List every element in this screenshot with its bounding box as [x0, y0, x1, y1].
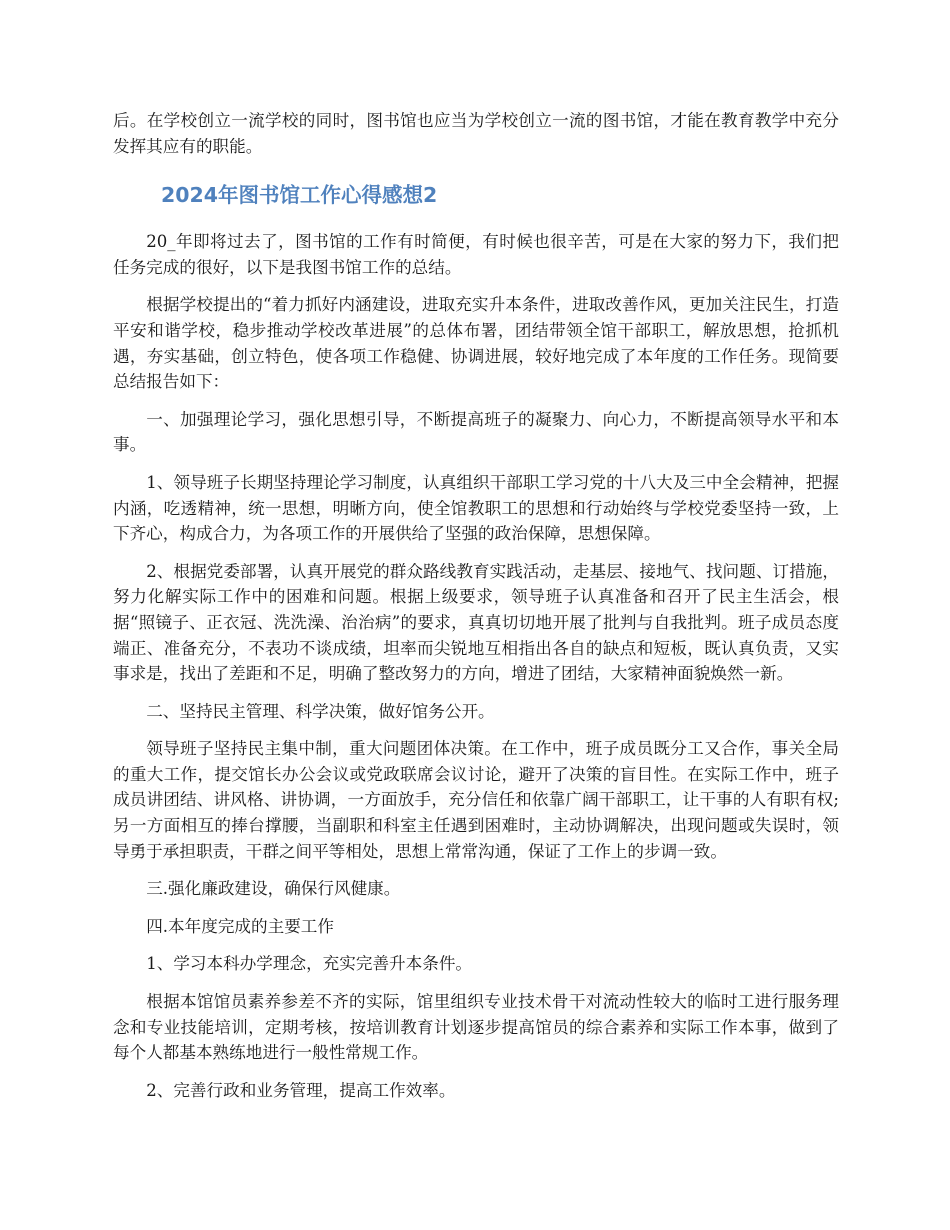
paragraph-theory-study: 1、领导班子长期坚持理论学习制度，认真组织干部职工学习党的十八大及三中全会精神，把握内涵，吃透精神，统一思想，明晰方向，使全馆教职工的思想和行动始终与学校党委坚持一致，上下齐心，构成合力，为各项工作的开展供给了坚强的政治保障，思想保障。: [113, 472, 839, 544]
paragraph-point-two: 二、坚持民主管理、科学决策，做好馆务公开。: [146, 701, 495, 721]
paragraph-item-two: 2、完善行政和业务管理，提高工作效率。: [146, 1080, 456, 1100]
paragraph-mass-line: 2、根据党委部署，认真开展党的群众路线教育实践活动，走基层、接地气、找问题、订措施，努力化解实际工作中的困难和问题。根据上级要求，领导班子认真准备和召开了民主生活会，根据“照镜子、正衣冠、洗洗澡、治治病”的要求，真真切切地开展了批判与自我批判。班子成员态度端正、准备充分，不表功不谈成绩，坦率而尖锐地互相指出各自的缺点和短板，既认真负责，又实事求是，找出了差距和不足，明确了整改努力的方向，增进了团结，大家精神面貌焕然一新。: [113, 561, 839, 684]
section-heading: 2024年图书馆工作心得感想2: [161, 183, 438, 208]
paragraph-staff-training: 根据本馆馆员素养参差不齐的实际，馆里组织专业技术骨干对流动性较大的临时工进行服务理念和专业技能培训，定期考核，按培训教育计划逐步提高馆员的综合素养和实际工作本事，做到了每个人都基本熟练地进行一般性常规工作。: [113, 992, 839, 1063]
paragraph-point-one: 一、加强理论学习，强化思想引导，不断提高班子的凝聚力、向心力，不断提高领导水平和本事。: [113, 409, 839, 455]
paragraph-intro-summary: 20_年即将过去了，图书馆的工作有时简便，有时候也很辛苦，可是在大家的努力下，我们把任务完成的很好，以下是我图书馆工作的总结。: [113, 232, 839, 277]
intro-paragraph: 后。在学校创立一流学校的同时，图书馆也应当为学校创立一流的图书馆，才能在教育教学中充分发挥其应有的职能。: [113, 111, 839, 156]
paragraph-overall-plan: 根据学校提出的“着力抓好内涵建设，进取充实升本条件，进取改善作风，更加关注民生，打造平安和谐学校，稳步推动学校改革进展”的总体布署，团结带领全馆干部职工，解放思想，抢抓机遇，夯实基础，创立特色，使各项工作稳健、协调进展，较好地完成了本年度的工作任务。现简要总结报告如下：: [113, 295, 839, 392]
paragraph-item-one: 1、学习本科办学理念，充实完善升本条件。: [146, 954, 473, 974]
paragraph-point-four: 四.本年度完成的主要工作: [146, 916, 334, 936]
document-body: [113, 108, 839, 1115]
paragraph-democratic-centralism: 领导班子坚持民主集中制，重大问题团体决策。在工作中，班子成员既分工又合作，事关全局的重大工作，提交馆长办公会议或党政联席会议讨论，避开了决策的盲目性。在实际工作中，班子成员讲团结、讲风格、讲协调，一方面放手，充分信任和依靠广阔干部职工，让干事的人有职有权;另一方面相互的捧台撑腰，当副职和科室主任遇到困难时，主动协调解决，出现问题或失误时，领导勇于承担职责，干群之间平等相处，思想上常常沟通，保证了工作上的步调一致。: [113, 739, 839, 861]
paragraph-point-three: 三.强化廉政建设，确保行风健康。: [146, 879, 401, 899]
